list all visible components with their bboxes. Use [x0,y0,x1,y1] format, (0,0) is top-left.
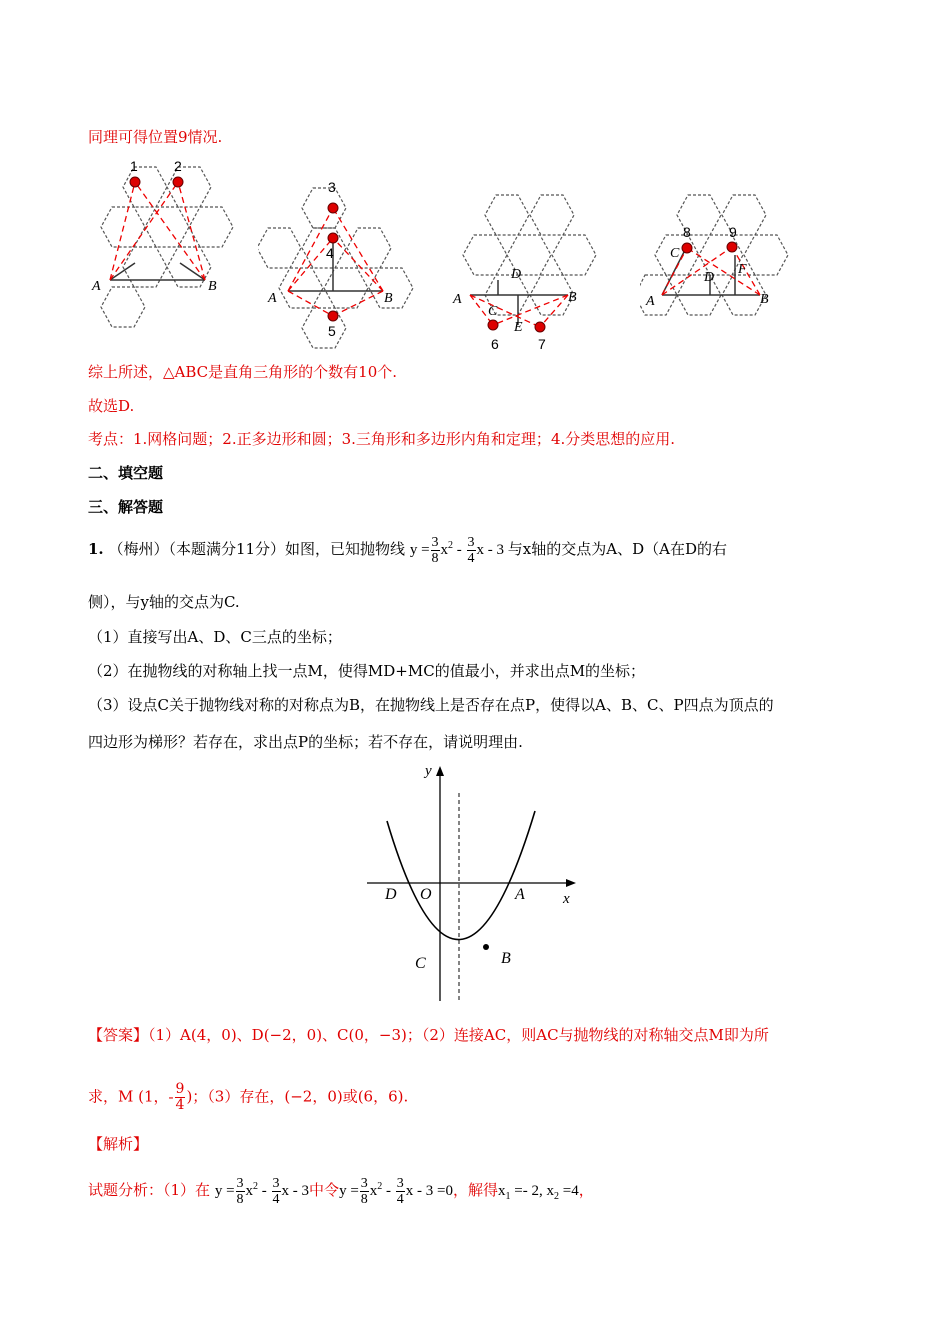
label-7: 7 [538,336,546,352]
point-5-marker [328,311,338,321]
label-5: 5 [328,323,336,339]
point-B-marker [483,944,489,950]
label-A: A [453,292,462,307]
point-9-marker [727,242,737,252]
point-2-marker [173,177,183,187]
parabola-figure [365,763,585,1003]
section-3-heading: 三、解答题 [88,498,164,516]
label-3: 3 [328,179,336,195]
label-1: 1 [130,158,138,174]
answer-line-1: 【答案】（1）A(4，0)、D(−2，0)、C(0，−3)；（2）连接AC，则AC与抛物线的对称轴交点M即为所 [88,1026,769,1044]
kaodian-text: 考点：1.网格问题；2.正多边形和圆；3.三角形和多边形内角和定理；4.分类思想的应用. [88,430,676,448]
point-7-marker [535,322,545,332]
parabola-curve [387,811,535,940]
label-B: B [384,291,393,306]
label-B: B [568,290,577,305]
point-8-marker [682,243,692,253]
label-F: F [738,262,747,277]
label-D: D [704,270,715,285]
problem-stem-b: 与x轴的交点为A、D（A在D的右 [507,539,727,558]
hex-figure-3 [448,185,608,355]
problem-stem-line [88,535,727,566]
label-y: y [425,763,432,779]
label-A: A [268,291,277,306]
label-2: 2 [174,158,182,174]
label-B: B [501,950,511,967]
point-3-marker [328,203,338,213]
question-3b: 四边形为梯形？若存在，求出点P的坐标；若不存在，请说明理由. [88,733,523,751]
label-C: C [488,304,498,319]
label-O: O [420,886,432,903]
analysis-line: 试题分析：（1）在 y = $\frac{3}{8}$ $x^2$ - $\frac{3}{4}$ x - 3中令y = $\frac{3}{8}$ $x^2$ - $\frac{3}{4}$ x - 3 =0，解得$x_1 =- 2$, $x_2 =4$， [88,1176,594,1207]
label-8: 8 [683,224,691,240]
point-1-marker [130,177,140,187]
label-6: 6 [491,336,499,352]
summary-text: 综上所述，△ABC是直角三角形的个数有10个. [88,363,398,381]
label-x: x [563,891,570,907]
question-3a: （3）设点C关于抛物线对称的对称点为B，在抛物线上是否存在点P，使得以A、B、C、P四点为顶点的 [88,696,774,714]
intro-text: 同理可得位置9情况. [88,128,223,146]
question-2: （2）在抛物线的对称轴上找一点M，使得MD+MC的值最小，并求出点M的坐标； [88,662,646,680]
label-A: A [92,279,101,294]
hex-figure-1 [80,155,240,330]
question-1: （1）直接写出A、D、C三点的坐标； [88,628,342,646]
problem-stem-c: 侧），与y轴的交点为C. [88,593,240,611]
label-9: 9 [729,224,737,240]
label-B: B [760,292,769,307]
label-B: B [208,279,217,294]
section-2-heading: 二、填空题 [88,464,164,482]
label-C: C [670,246,680,261]
parabola-equation: y = $\frac{3}{8}$ $x^2$ - $\frac{3}{4}$ x - 3 [409,535,505,566]
label-D: D [385,886,397,903]
hex-figure-4 [640,185,800,345]
problem-stem-a: （梅州）（本题满分11分）如图，已知抛物线 [108,539,406,558]
answer-line-2: 求，M (1，- $\frac{9}{4}$ )；（3）存在，(−2，0)或(6，6). [88,1081,409,1113]
label-A: A [646,294,655,309]
point-6-marker [488,320,498,330]
choice-text: 故选D. [88,397,135,415]
label-E: E [514,320,523,335]
label-A: A [515,886,525,903]
problem-number: 1. [88,539,104,558]
hex-figure-2 [258,178,418,353]
label-C: C [415,955,426,972]
label-4: 4 [326,245,334,261]
jiexi-heading: 【解析】 [88,1135,149,1153]
point-4-marker [328,233,338,243]
label-D: D [511,267,522,282]
